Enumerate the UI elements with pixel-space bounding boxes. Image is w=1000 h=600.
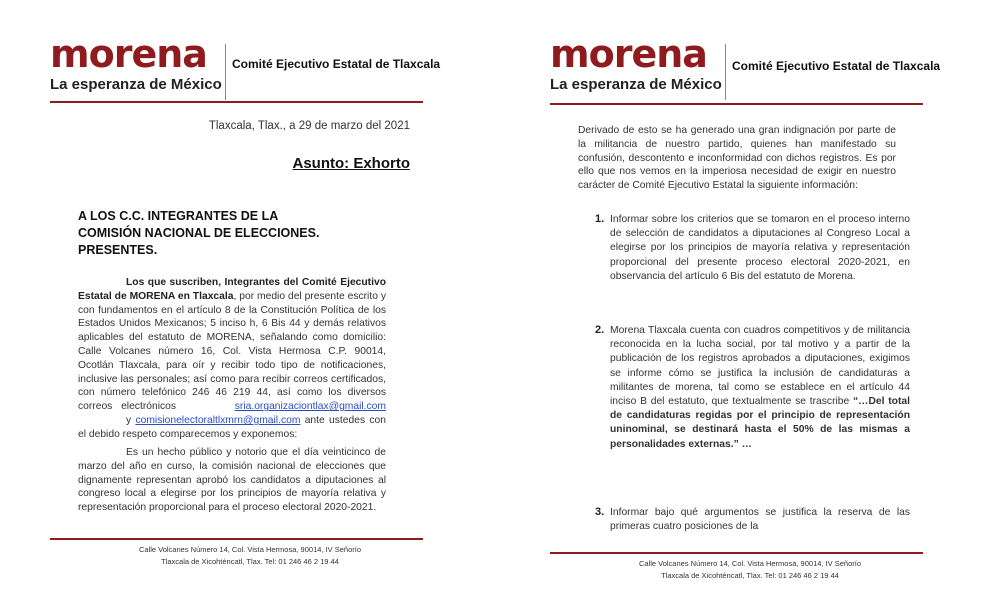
footer-address <box>510 558 990 582</box>
item-number: 3. <box>595 506 605 518</box>
item-text <box>610 324 910 452</box>
letter-subject: Asunto: Exhorto <box>292 155 410 172</box>
header-divider <box>225 44 226 100</box>
addressee-block <box>78 208 378 259</box>
paragraph-1-text: , por medio del presente escrito y con fundamentos en el artículo 8 de la Constitución Política de los Estados Unidos Mexicanos; 5 inciso h, 6 Bis 44 y demás relativos aplicables del estatuto de MORENA, señalando como domicilio: Calle Volcanes número 16, Col. Vista Hermosa C.P. 90014, Ocotlán Tlaxcala, para oír y recibir todo tipo de notificaciones, inclusive las personales; así como para recibir correos certificados, con número telefónico 246 46 219 44, así como los diversos correos electrónicos <box>78 290 386 413</box>
morena-logo <box>550 34 720 93</box>
footer-address <box>10 544 490 568</box>
letter-page-2 <box>510 0 990 600</box>
paragraph-1-end: ante ustedes con el debido respeto comparecemos y exponemos: <box>78 414 386 440</box>
intro-paragraph: Derivado de esto se ha generado una gran indignación por parte de la militancia de nuestro partido, quienes han manifestado su confusión, descontento e inconformidad con dichos registros. Es por ello que nos vemos en la imperiosa necesidad de exigir en nuestro carácter de Comité Ejecutivo Estatal la siguiente información: <box>578 125 896 192</box>
letter-page-1 <box>10 0 490 600</box>
logo-tagline: La esperanza de México <box>550 76 722 93</box>
statute-quote: “…Del total de candidaturas regidas por el principio de representación uninominal, se destinará hasta el 50% de las mismas a personalidades externas.” … <box>610 396 910 450</box>
footer-rule <box>50 538 423 540</box>
item-text: Informar sobre los criterios que se tomaron en el proceso interno de selección de candidatos a diputaciones al Congreso Local a elegirse por los principios de mayoría relativa y representación proporcional del presente proceso electoral 2020-2021, en observancia del artículo 6 Bis del estatuto de Morena. <box>610 214 910 282</box>
signers-intro: Los que suscriben, Integrantes del Comité Ejecutivo Estatal de MORENA en Tlaxcala <box>78 277 386 302</box>
committee-name: Comité Ejecutivo Estatal de Tlaxcala <box>232 57 441 71</box>
list-item-3 <box>595 506 910 534</box>
header-rule <box>50 101 423 103</box>
logo-wordmark: morena <box>50 32 207 76</box>
footer-line-2: Tlaxcala de Xicohténcatl, Tlax. Tel: 01 246 46 2 19 44 <box>661 571 839 580</box>
header-rule <box>550 103 923 105</box>
footer-line-1: Calle Volcanes Número 14, Col. Vista Hermosa, 90014, IV Señorío <box>138 545 362 554</box>
morena-logo <box>50 34 220 93</box>
committee-name: Comité Ejecutivo Estatal de Tlaxcala <box>732 59 941 73</box>
email-link-2[interactable]: comisionelectoraltlxmrn@gmail.com <box>135 414 301 426</box>
paragraph-2: Es un hecho público y notorio que el día veinticinco de marzo del año en curso, la comisión nacional de elecciones que dignamente representan aprobó los candidatos a diputaciones al congreso local a elegirse por los principios de mayoría relativa y representación proporcional para el proceso electoral 2020-2021. <box>78 447 386 514</box>
footer-line-1: Calle Volcanes Número 14, Col. Vista Hermosa, 90014, IV Señorío <box>638 559 862 568</box>
logo-tagline: La esperanza de México <box>50 76 222 93</box>
item-text-body: Morena Tlaxcala cuenta con cuadros competitivos y de militancia reconocida en la lucha social, por tal motivo y a partir de la publicación de los registros aprobados a diputaciones, exigimos se informe cómo se justifica la inclusión de candidaturas a militantes de morena, tal como se establece en el artículo 44 inciso B del estatuto, que textualmente se trascribe <box>610 325 910 408</box>
conjunction: y <box>126 414 132 426</box>
footer-rule <box>550 552 923 554</box>
paragraph-1 <box>78 276 386 442</box>
footer-line-2: Tlaxcala de Xicohténcatl, Tlax. Tel: 01 246 46 2 19 44 <box>161 557 339 566</box>
list-item-2 <box>595 324 910 452</box>
addressee-line: A LOS C.C. INTEGRANTES DE LA <box>78 209 279 223</box>
list-item-1 <box>595 213 910 284</box>
header-divider <box>725 44 726 100</box>
addressee-line: PRESENTES. <box>78 243 158 257</box>
logo-wordmark: morena <box>550 32 707 76</box>
item-text: Informar bajo qué argumentos se justifica la reserva de las primeras cuatro posiciones de la <box>610 507 910 533</box>
email-link-1[interactable]: sria.organizaciontlax@gmail.com <box>234 401 386 413</box>
letter-date: Tlaxcala, Tlax., a 29 de marzo del 2021 <box>208 120 410 132</box>
addressee-line: COMISIÓN NACIONAL DE ELECCIONES. <box>78 226 320 240</box>
item-number: 2. <box>595 324 605 336</box>
item-number: 1. <box>595 213 605 225</box>
